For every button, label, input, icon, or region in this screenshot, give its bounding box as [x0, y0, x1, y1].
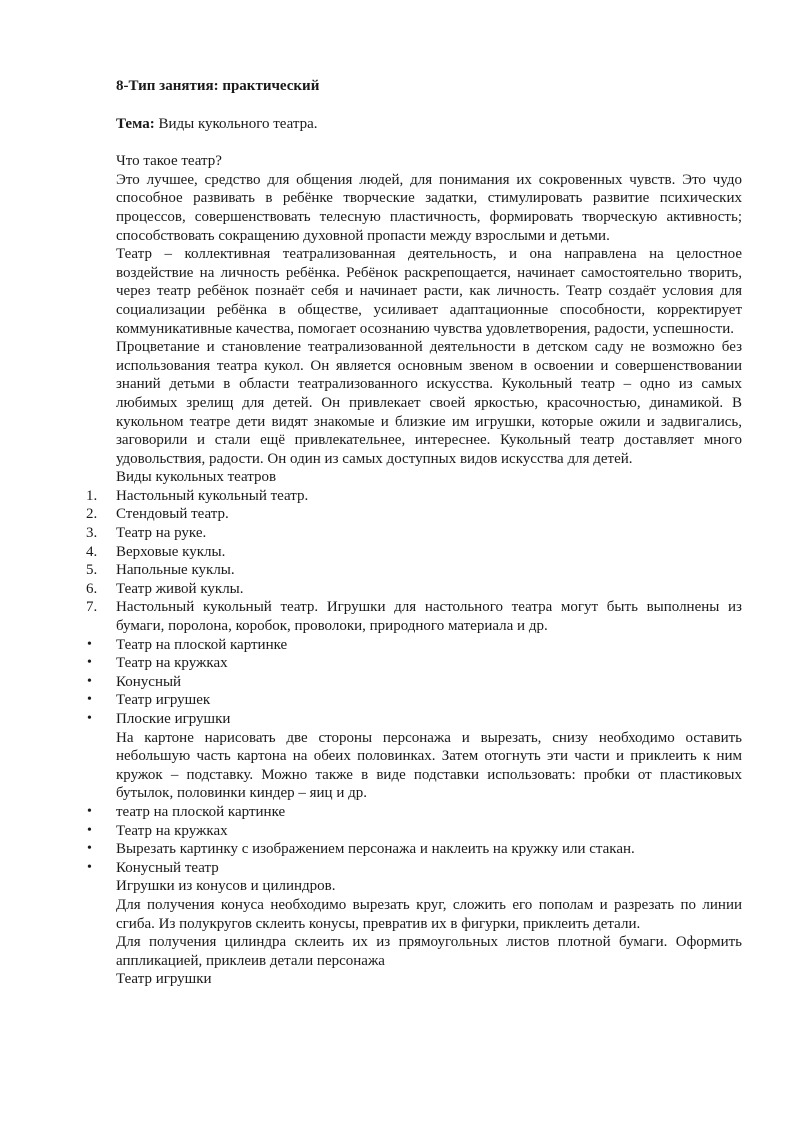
paragraph-cone-instructions: Для получения конуса необходимо вырезать круг, сложить его пополам и разрезать по линии сгиба. Из полукругов склеить конусы, превратив их в фигурки, приклеить детали. — [116, 896, 742, 932]
topic-text: Виды кукольного театра. — [154, 115, 318, 132]
list-item — [87, 803, 742, 822]
list-item — [86, 598, 742, 635]
list-item-text: Театр на кружках — [116, 655, 228, 672]
list-item-text: Конусный — [116, 673, 182, 690]
list-item — [86, 524, 742, 543]
list-item — [87, 636, 742, 655]
bullet-marker: • — [87, 636, 92, 652]
paragraph-collective: Театр – коллективная театрализованная деятельность, и она направлена на целостное воздействие на личность ребёнка. Ребёнок раскрепощается, начинает самостоятельно творить, через театр ребёнок познаёт себя и начинает расти, как личность. Театр создаёт условия для социализации ребёнка в обществе, усиливает адаптационные способности, корректирует коммуникативные качества, помогает осознанию чувства удовлетворения, радости, успешности. — [116, 246, 742, 337]
paragraph-definition: Это лучшее, средство для общения людей, для понимания их сокровенных чувств. Это чудо способное развивать в ребёнке творческие задатки, стимулировать развитие психических процессов, совершенствовать телесную пластичность, формировать творческую активность; способствовать сокращению духовной пропасти между взрослыми и детьми. — [116, 171, 742, 244]
paragraph-question: Что такое театр? — [116, 153, 222, 170]
paragraph-types-title: Виды кукольных театров — [116, 469, 277, 486]
bullet-list — [87, 803, 742, 877]
list-item — [87, 710, 742, 729]
list-number: 7. — [86, 599, 98, 616]
bullet-marker: • — [87, 692, 92, 708]
list-item-text: Верховые куклы. — [116, 543, 226, 560]
topic-line — [116, 115, 742, 134]
list-item-text: Вырезать картинку с изображением персонажа и наклеить на кружку или стакан. — [116, 841, 635, 858]
list-number: 6. — [86, 580, 98, 597]
paragraph-cylinder-instructions: Для получения цилиндра склеить их из прямоугольных листов плотной бумаги. Оформить аппликацией, приклеив детали персонажа — [116, 934, 742, 969]
list-item-text: Плоские игрушки — [116, 711, 231, 727]
list-item — [86, 487, 742, 506]
list-item — [86, 543, 742, 562]
numbered-list — [86, 487, 742, 636]
list-item-text: Настольный кукольный театр. — [116, 487, 309, 504]
list-item — [86, 561, 742, 580]
list-item-text: Театр на руке. — [116, 525, 207, 542]
list-item-text: Стендовый театр. — [116, 506, 229, 523]
list-number: 2. — [86, 506, 98, 523]
list-item-text: театр на плоской картинке — [116, 803, 286, 820]
paragraph-flat-toys: На картоне нарисовать две стороны персонажа и вырезать, снизу необходимо оставить небольшую часть картона на обеих половинках. Затем отогнуть эти части и приклеить к ним кружок – подставку. Можно также в виде подставки использовать: пробки от пластиковых бутылок, половинки киндер – яиц и др. — [116, 729, 742, 802]
list-item-text: Театр игрушек — [116, 692, 211, 709]
topic-label: Тема: — [116, 115, 155, 132]
list-item — [87, 654, 742, 673]
list-number: 4. — [86, 543, 98, 560]
bullet-marker: • — [87, 803, 92, 819]
list-item — [87, 822, 742, 841]
list-item-text: Напольные куклы. — [116, 562, 235, 579]
list-item-text: Театр на плоской картинке — [116, 636, 288, 653]
list-item — [86, 580, 742, 599]
paragraph-toy-theatre: Театр игрушки — [116, 971, 212, 988]
list-item — [87, 859, 742, 878]
lesson-heading: 8-Тип занятия: практический — [116, 78, 320, 94]
list-number: 1. — [86, 487, 98, 504]
list-item-text: Театр живой куклы. — [116, 580, 244, 597]
list-item — [87, 673, 742, 692]
list-item-text: Конусный театр — [116, 859, 219, 876]
bullet-list — [87, 636, 742, 729]
bullet-marker: • — [87, 822, 92, 838]
list-number: 3. — [86, 525, 98, 542]
list-item — [87, 840, 742, 859]
list-item-text: Настольный кукольный театр. Игрушки для настольного театра могут быть выполнены из бумаги, поролона, коробок, проволоки, природного материала и др. — [116, 599, 742, 635]
bullet-marker: • — [87, 711, 92, 726]
paragraph-cones-cylinders: Игрушки из конусов и цилиндров. — [116, 878, 336, 895]
list-number: 5. — [86, 562, 98, 579]
list-item-text: Театр на кружках — [116, 822, 228, 839]
bullet-marker: • — [87, 655, 92, 671]
bullet-marker: • — [87, 841, 92, 857]
list-item — [87, 691, 742, 710]
list-item — [86, 505, 742, 524]
paragraph-puppet-theatre: Процветание и становление театрализованной деятельности в детском саду не возможно без использования театра кукол. Он является основным звеном в освоении и совершенствовании знаний детьми в области театрализованного искусства. Кукольный театр – одно из самых любимых зрелищ для детей. Он привлекает своей яркостью, красочностью, динамикой. В кукольном театре дети видят знакомые и близкие им игрушки, которые ожили и задвигались, заговорили и стали ещё привлекательнее, интереснее. Кукольный театр доставляет много удовольствия, радости. Он один из самых доступных видов искусства для детей. — [116, 339, 742, 467]
bullet-marker: • — [87, 859, 92, 875]
bullet-marker: • — [87, 673, 92, 689]
